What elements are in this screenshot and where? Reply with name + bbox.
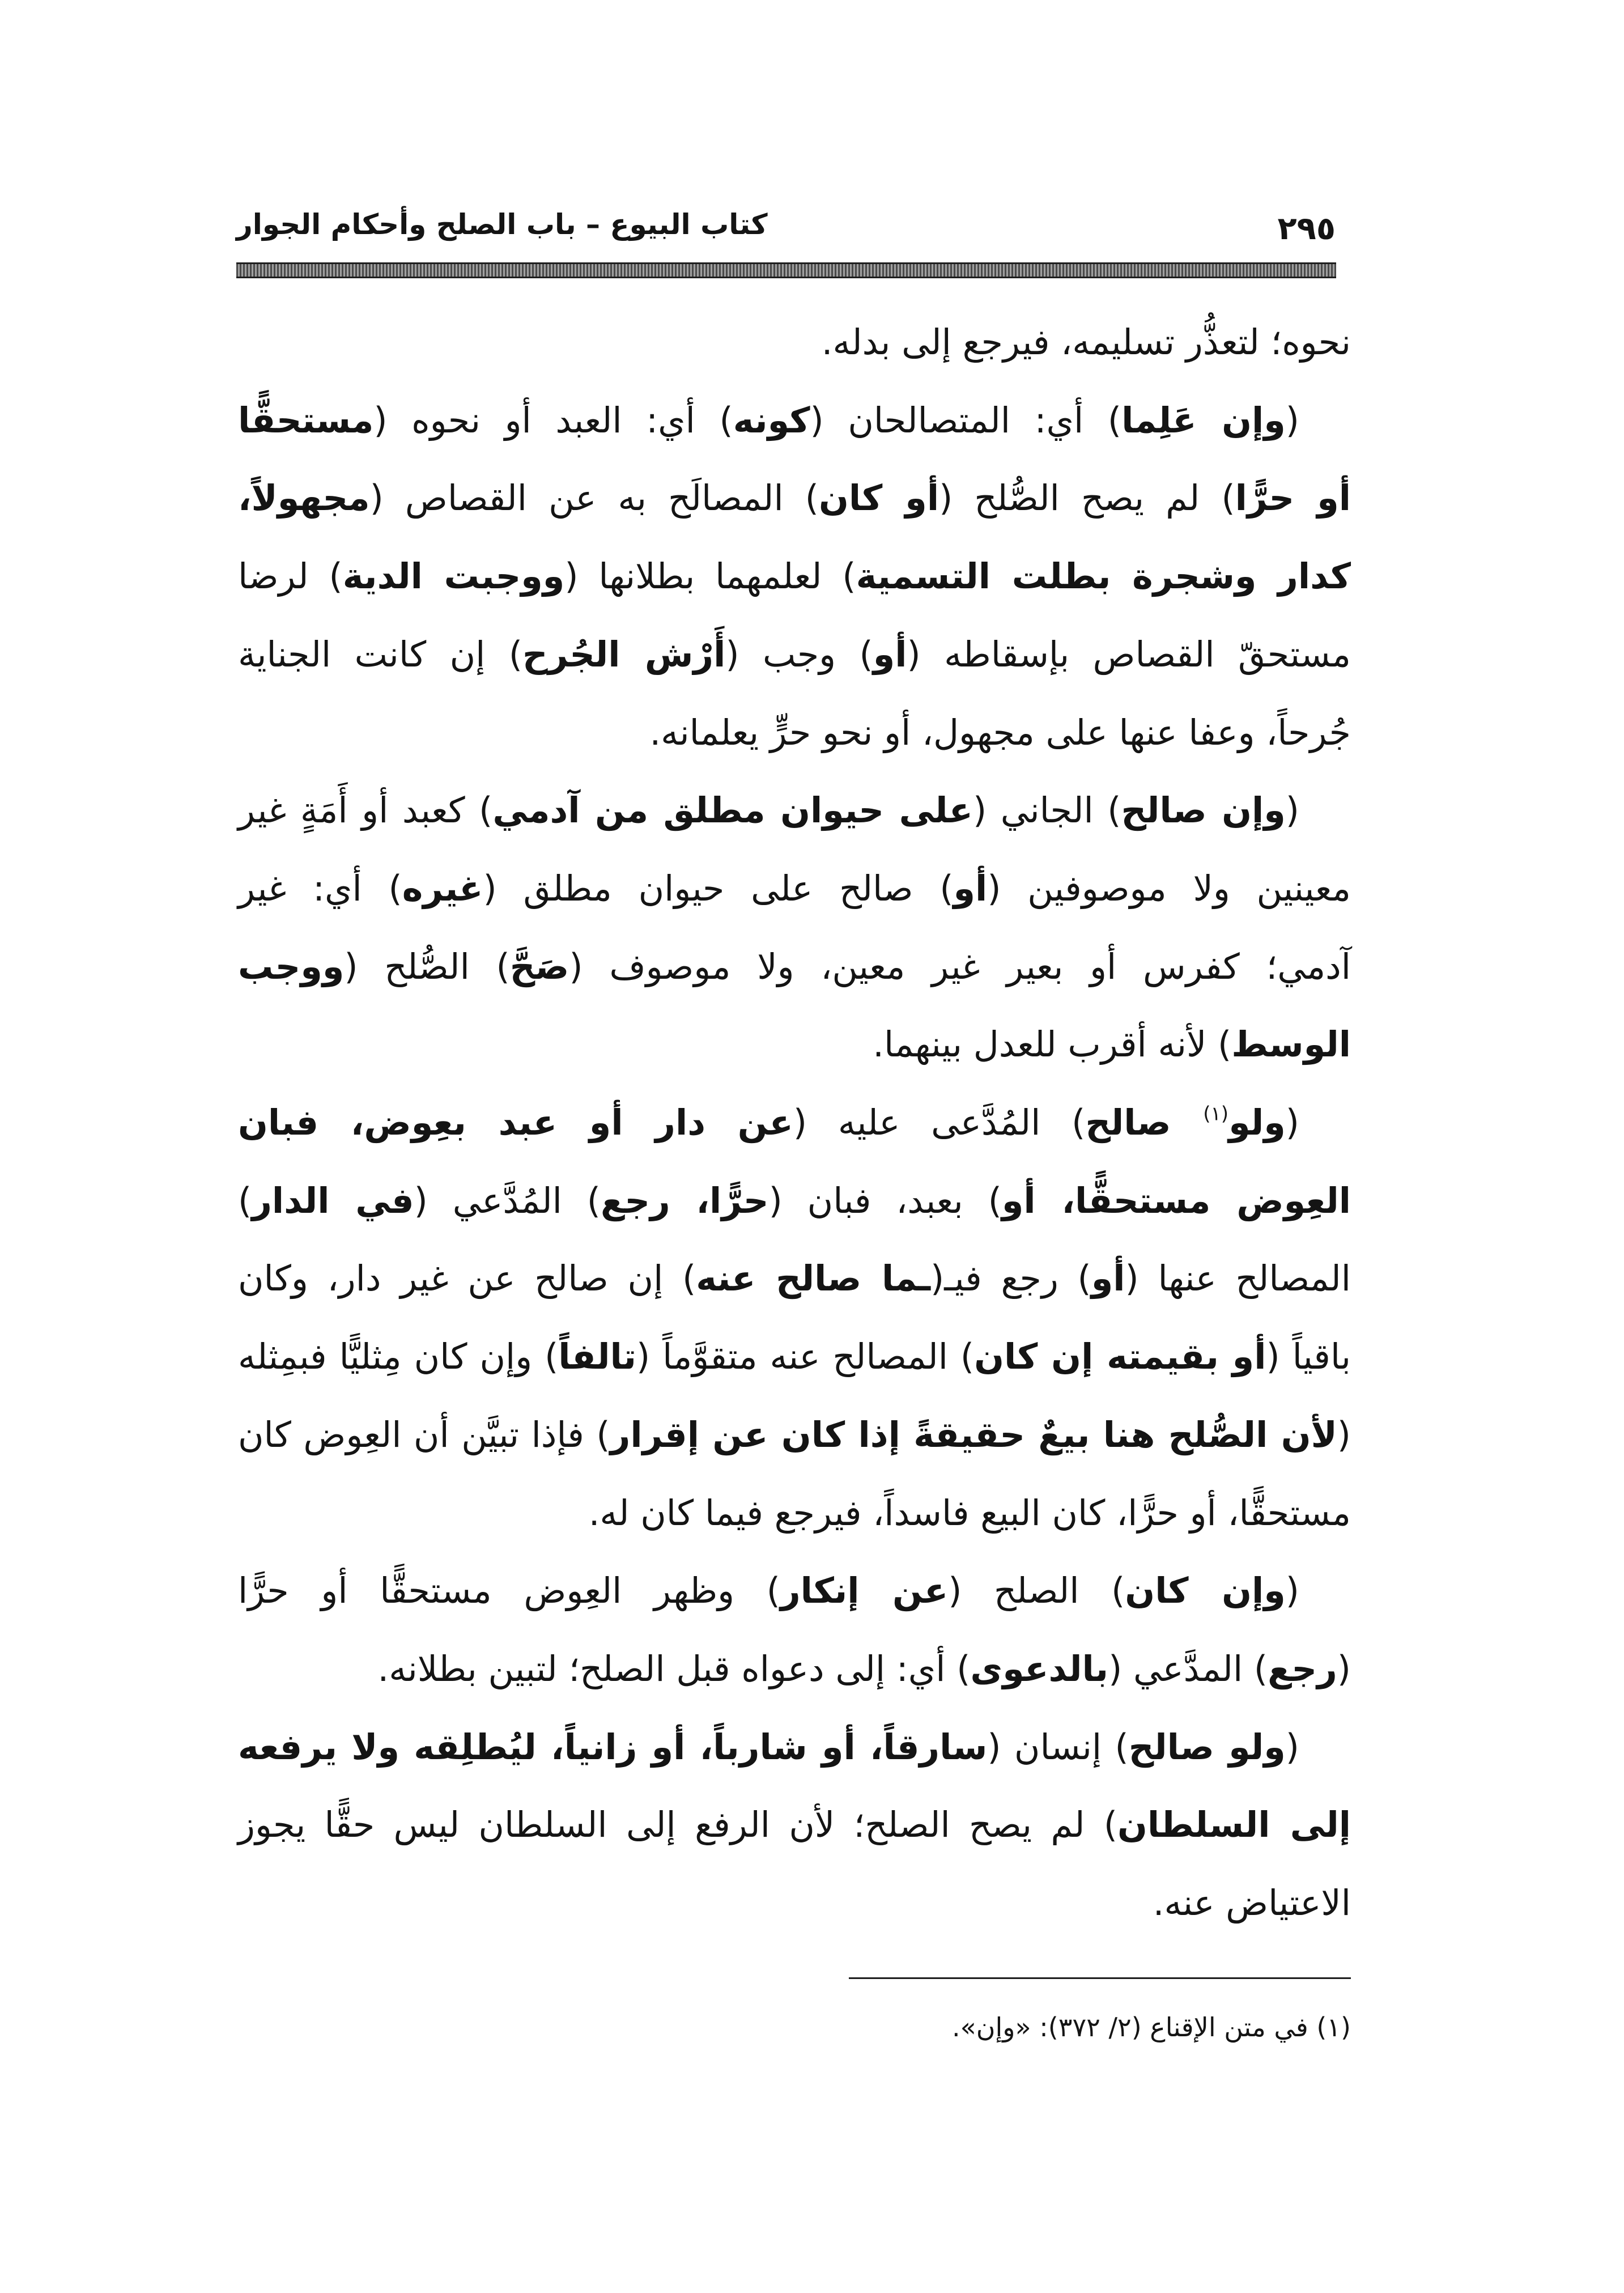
text-run: ) أي: إلى دعواه قبل الصلح؛ لتبين بطلانه. <box>377 1647 971 1689</box>
bold-run: تالفاً <box>558 1336 637 1378</box>
line-run <box>238 946 1351 987</box>
line-run <box>822 321 1351 363</box>
text-line <box>236 621 1351 689</box>
bold-run: رجع <box>1268 1647 1337 1689</box>
bold-run: ولو <box>1228 1102 1286 1143</box>
text-run: ) الجاني ( <box>972 789 1121 831</box>
bold-run: ـما صالح عنه <box>696 1258 931 1300</box>
bold-run: بالدعوى <box>970 1647 1109 1689</box>
line-run <box>238 1804 1351 1845</box>
text-line <box>236 1323 1351 1391</box>
bold-run: على حيوان مطلق من آدمي <box>492 789 973 831</box>
bold-run: حرًّا، رجع <box>600 1179 769 1221</box>
bold-run: أو <box>1091 1258 1125 1300</box>
text-run: ) كعبد أو أَمَةٍ غير <box>238 789 493 831</box>
bold-run: أو كان <box>819 477 939 519</box>
text-run: ( <box>1285 1726 1299 1768</box>
text-run: ) الصلح ( <box>948 1570 1125 1612</box>
text-run: مستحقًّا، أو حرًّا، كان البيع فاسداً، فيرجع فيما كان له. <box>588 1492 1351 1534</box>
text-run: ) إن صالح عن غير دار، وكان <box>238 1258 696 1300</box>
bold-run: ووجب <box>238 945 345 987</box>
bold-run: عن دار أو عبد بعِوض، فبان <box>238 1102 793 1143</box>
line-run <box>238 868 1351 909</box>
text-line <box>236 1167 1351 1235</box>
text-run: ) إنسان ( <box>987 1726 1129 1768</box>
text-run: ) لم يصح الصلح؛ لأن الرفع إلى السلطان ليس حقًّا يجوز <box>238 1804 1118 1846</box>
text-line <box>236 933 1351 1001</box>
bold-run: أو بقيمته إن كان <box>974 1336 1266 1378</box>
text-run: ) وجب ( <box>725 633 873 675</box>
bold-run: وإن صالح <box>1121 789 1286 831</box>
bold-run: مستحقًّا <box>238 399 374 441</box>
line-run <box>238 1414 1351 1455</box>
bold-run: سارقاً، أو شارباً، أو زانياً، ليُطلِقه ولا يرفعه <box>238 1726 988 1768</box>
bold-run: الوسط <box>1231 1024 1351 1065</box>
text-line <box>236 1010 1351 1078</box>
running-head-title: كتاب البيوع – باب الصلح وأحكام الجوار <box>236 208 768 241</box>
bold-run: صَحَّ <box>509 945 569 987</box>
text-run: ( <box>1285 789 1299 831</box>
text-line <box>236 387 1351 455</box>
text-line <box>236 308 1351 376</box>
text-run: ) المُدَّعى عليه ( <box>793 1102 1086 1143</box>
bold-run: ولو صالح <box>1128 1726 1286 1768</box>
line-run <box>1153 1882 1351 1923</box>
line-run <box>238 555 1351 597</box>
bold-run: عن إنكار <box>780 1570 949 1612</box>
bold-run: ووجبت الدية <box>342 555 565 597</box>
text-run: ) لعلمهما بطلانها ( <box>564 555 856 597</box>
text-line <box>236 464 1351 532</box>
text-run: ) المدَّعي ( <box>1108 1647 1268 1689</box>
text-run: ) وظهر العِوض مستحقًّا أو حرًّا <box>238 1570 780 1612</box>
page-number: ٢٩٥ <box>1277 210 1336 247</box>
text-run: ) لرضا <box>238 555 343 597</box>
bold-run: وإن كان <box>1125 1570 1286 1612</box>
text-run: الاعتياض عنه. <box>1153 1882 1351 1923</box>
line-run <box>238 1570 1299 1611</box>
line-run <box>238 789 1299 831</box>
bold-run: لأن الصُّلح هنا بيعٌ حقيقةً إذا كان عن إقرار <box>610 1413 1337 1455</box>
text-line <box>236 1401 1351 1469</box>
bold-run: أو <box>953 867 988 909</box>
bold-run: أو حرًّا <box>1235 477 1351 519</box>
text-run: ) صالح على حيوان مطلق ( <box>483 867 954 909</box>
line-run <box>589 1492 1351 1534</box>
line-run <box>238 1726 1299 1768</box>
bold-run: العِوض مستحقًّا، أو <box>1001 1179 1351 1221</box>
text-run: باقياً ( <box>1266 1336 1351 1378</box>
bold-run: غيره <box>402 867 483 909</box>
text-run: ) المصالَح به عن القصاص ( <box>369 477 819 519</box>
text-run: جُرحاً، وعفا عنها على مجهول، أو نحو حرٍّ يعلمانه. <box>649 711 1351 753</box>
text-line <box>236 1713 1351 1781</box>
text-run: ) رجع فيـ( <box>930 1258 1091 1300</box>
bold-run: كدار وشجرة بطلت التسمية <box>856 555 1351 597</box>
footnote: (١) في متن الإقناع (٢/ ٣٧٢): «وإن». <box>951 2012 1351 2043</box>
text-line <box>236 699 1351 767</box>
text-line <box>236 1479 1351 1547</box>
text-run: ) أي: غير <box>238 867 402 909</box>
text-run: ) المُدَّعي ( <box>414 1179 601 1221</box>
text-run: ) الصُّلح ( <box>344 945 510 987</box>
text-run: ) أي: العبد أو نحوه ( <box>373 399 733 441</box>
text-run: ( <box>1337 1647 1351 1689</box>
header-rule <box>236 262 1336 278</box>
text-line <box>236 542 1351 610</box>
text-run: ) المصالح عنه متقوَّماً ( <box>636 1336 975 1378</box>
text-line <box>236 1557 1351 1625</box>
line-run <box>238 477 1351 519</box>
line-run <box>238 1336 1351 1377</box>
footnote-marker: (١) <box>1203 1102 1229 1126</box>
text-run: ) أي: المتصالحان ( <box>810 399 1122 441</box>
text-run: ) فإذا تبيَّن أن العِوض كان <box>237 1413 610 1455</box>
footnote-separator <box>849 1977 1351 1979</box>
text-run: معينين ولا موصوفين ( <box>987 867 1351 909</box>
text-run: ( <box>1285 1570 1299 1612</box>
text-run: ( <box>1285 399 1299 441</box>
bold-run: وإن عَلِما <box>1121 399 1286 441</box>
text-run: ) لم يصح الصُّلح ( <box>939 477 1235 519</box>
text-run: ) <box>237 1179 252 1221</box>
line-run <box>238 634 1351 675</box>
bold-run: صالح <box>1085 1102 1204 1143</box>
text-line <box>236 855 1351 923</box>
line-run <box>238 1102 1299 1143</box>
line-run <box>378 1648 1351 1689</box>
text-run: مستحقّ القصاص بإسقاطه ( <box>907 633 1351 675</box>
text-run: آدمي؛ كفرس أو بعير غير معين، ولا موصوف ( <box>569 945 1351 987</box>
line-run <box>238 400 1299 441</box>
bold-run: كونه <box>733 399 810 441</box>
text-run: ) وإن كان مِثليًّا فبمِثله <box>237 1336 559 1378</box>
bold-run: في الدار <box>252 1179 414 1221</box>
line-run <box>238 1180 1351 1221</box>
text-line <box>236 1791 1351 1859</box>
text-run: ( <box>1337 1413 1351 1455</box>
text-line <box>236 776 1351 844</box>
bold-run: مجهولاً، <box>238 477 370 519</box>
text-run: المصالح عنها ( <box>1125 1258 1351 1300</box>
text-run: نحوه؛ لتعذُّر تسليمه، فيرجع إلى بدله. <box>821 321 1351 363</box>
bold-run: أَرْش الجُرح <box>522 633 726 675</box>
line-run <box>649 712 1351 753</box>
bold-run: أو <box>873 633 907 675</box>
text-line <box>236 1245 1351 1313</box>
text-line <box>236 1089 1351 1157</box>
text-line <box>236 1635 1351 1703</box>
text-run: ) لأنه أقرب للعدل بينهما. <box>873 1024 1232 1065</box>
text-line <box>236 1869 1351 1937</box>
text-run: ( <box>1285 1102 1299 1143</box>
text-run: ) إن كانت الجناية <box>238 633 523 675</box>
bold-run: إلى السلطان <box>1117 1804 1351 1846</box>
line-run <box>238 1258 1351 1299</box>
line-run <box>873 1024 1351 1065</box>
text-run: ) بعبد، فبان ( <box>768 1179 1002 1221</box>
